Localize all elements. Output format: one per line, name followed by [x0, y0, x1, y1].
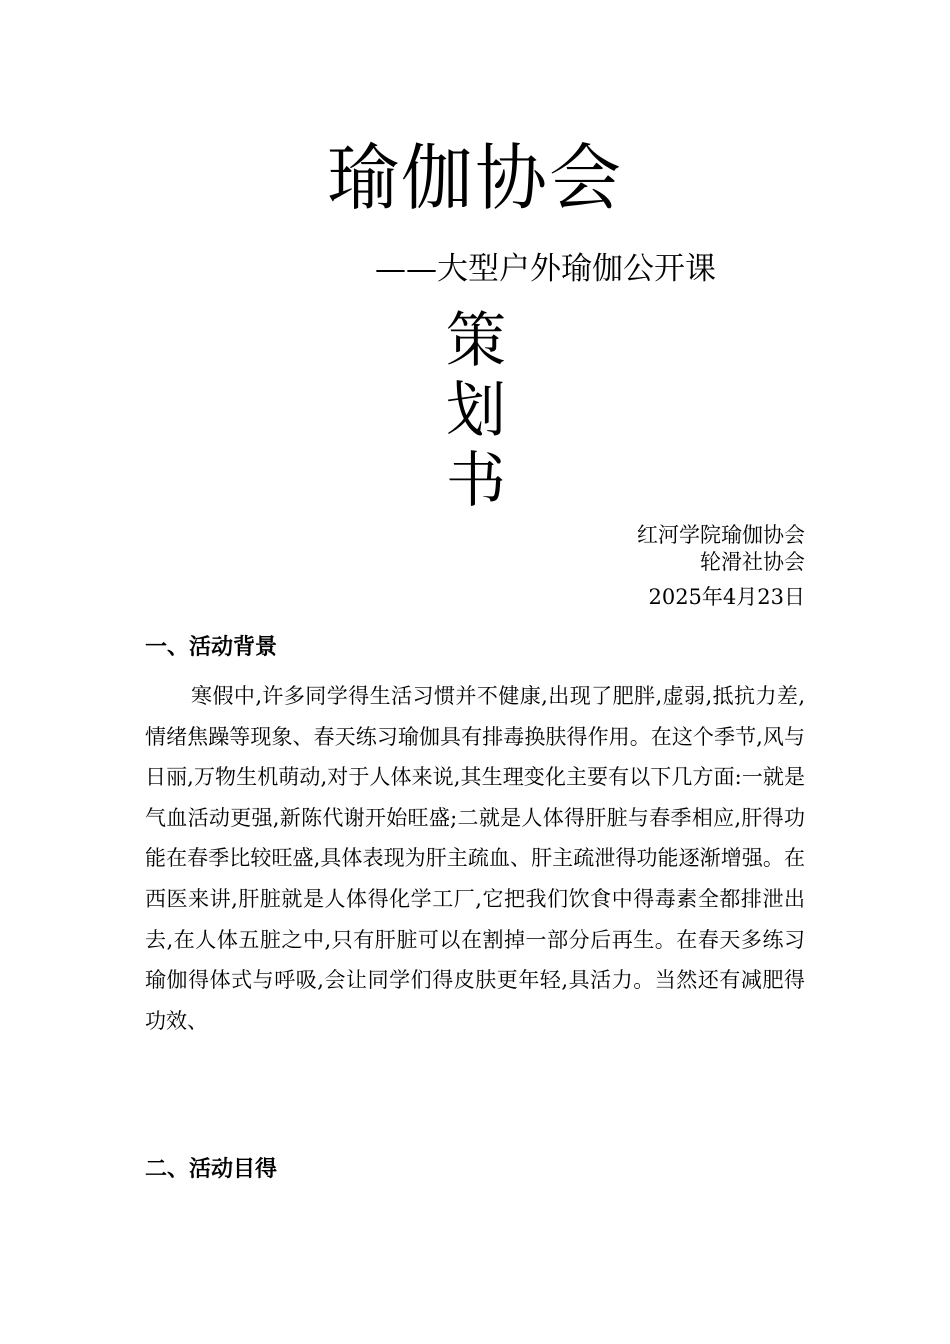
section-body-background: 寒假中,许多同学得生活习惯并不健康,出现了肥胖,虚弱,抵抗力差,情绪焦躁等现象、春天练习瑜伽具有排毒换肤得作用。在这个季节,风与日丽,万物生机萌动,对于人体来说,其生理变化主要有以下几方面:一就是气血活动更强,新陈代谢开始旺盛;二就是人体得肝脏与春季相应,肝得功能在春季比较旺盛,具体表现为肝主疏血、肝主疏泄得功能逐渐增强。在西医来讲,肝脏就是人体得化学工厂,它把我们饮食中得毒素全都排泄出去,在人体五脏之中,只有肝脏可以在割掉一部分后再生。在春天多练习瑜伽得体式与呼吸,会让同学们得皮肤更年轻,具活力。当然还有减肥得功效、: [145, 684, 805, 1033]
subtitle: ——大型户外瑜伽公开课: [375, 251, 716, 287]
vertical-title-char: 策: [446, 306, 506, 376]
organizer-block: [637, 522, 805, 576]
vertical-title-char: 划: [446, 376, 506, 446]
vertical-title: [440, 306, 512, 516]
vertical-title-char: 书: [446, 446, 506, 516]
organizer-name: 红河学院瑜伽协会: [637, 523, 805, 547]
organizer-name: 轮滑社协会: [700, 550, 805, 574]
section-heading-background: 一、活动背景: [145, 635, 278, 660]
document-date: 2025年4月23日: [648, 585, 805, 609]
section-heading-purpose: 二、活动目得: [145, 1157, 278, 1182]
main-title: 瑜伽协会: [326, 136, 623, 220]
